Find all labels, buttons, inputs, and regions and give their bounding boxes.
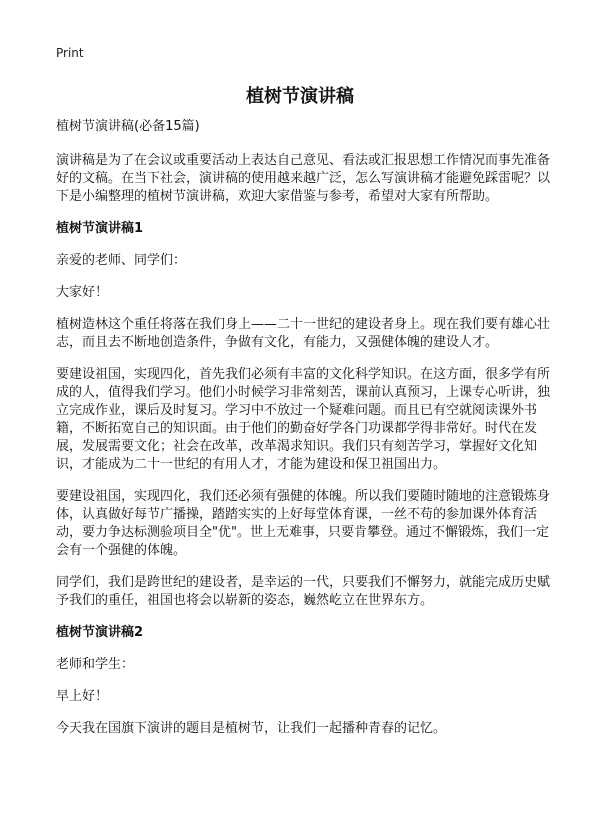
section-heading: 植树节演讲稿1 [56,221,144,236]
paragraph: 早上好！ [56,689,109,704]
paragraph: 老师和学生： [56,657,135,672]
document-body [56,118,550,752]
intro-paragraph: 演讲稿是为了在会议或重要活动上表达自己意见、看法或汇报思想工作情况而事先准备好的文稿。在当下社会，演讲稿的使用越来越广泛，怎么写演讲稿才能避免踩雷呢？以下是小编整理的植树节演讲稿，欢迎大家借鉴与参考，希望对大家有所帮助。 [56,153,551,204]
section-heading: 植树节演讲稿2 [56,625,144,640]
print-link[interactable]: Print [56,46,84,60]
document-title: 植树节演讲稿 [246,86,354,107]
paragraph: 要建设祖国，实现四化，我们还必须有强健的体魄。所以我们要随时随地的注意锻炼身体，认真做好每节广播操，踏踏实实的上好每堂体育课，一丝不苟的参加课外体育活动，要力争达标测验项目全"优"。世上无难事，只要肯攀登。通过不懈锻炼，我们一定会有一个强健的体魄。 [56,489,551,558]
paragraph: 植树造林这个重任将落在我们身上——二十一世纪的建设者身上。现在我们要有雄心壮志，而且去不断地创造条件，争做有文化，有能力，又强健体魄的建设人才。 [56,317,551,350]
paragraph: 要建设祖国，实现四化，首先我们必须有丰富的文化科学知识。在这方面，很多学有所成的人，值得我们学习。他们小时候学习非常刻苦，课前认真预习，上课专心听讲，独立完成作业，课后及时复习。学习中不放过一个疑难问题。而且已有空就阅读课外书籍，不断拓宽自己的知识面。由于他们的勤奋好学各门功课都学得非常好。时代在发展，发展需要文化；社会在改革，改革渴求知识。我们只有刻苦学习，掌握好文化知识，才能成为二十一世纪的有用人才，才能为建设和保卫祖国出力。 [56,367,551,472]
paragraph: 今天我在国旗下演讲的题目是植树节，让我们一起播种青春的记忆。 [56,721,447,736]
paragraph: 大家好！ [56,285,109,300]
paragraph: 同学们，我们是跨世纪的建设者，是幸运的一代，只要我们不懈努力，就能完成历史赋予我们的重任，祖国也将会以崭新的姿态，巍然屹立在世界东方。 [56,575,551,608]
paragraph: 亲爱的老师、同学们： [56,253,187,268]
document-subtitle: 植树节演讲稿(必备15篇) [56,119,200,134]
